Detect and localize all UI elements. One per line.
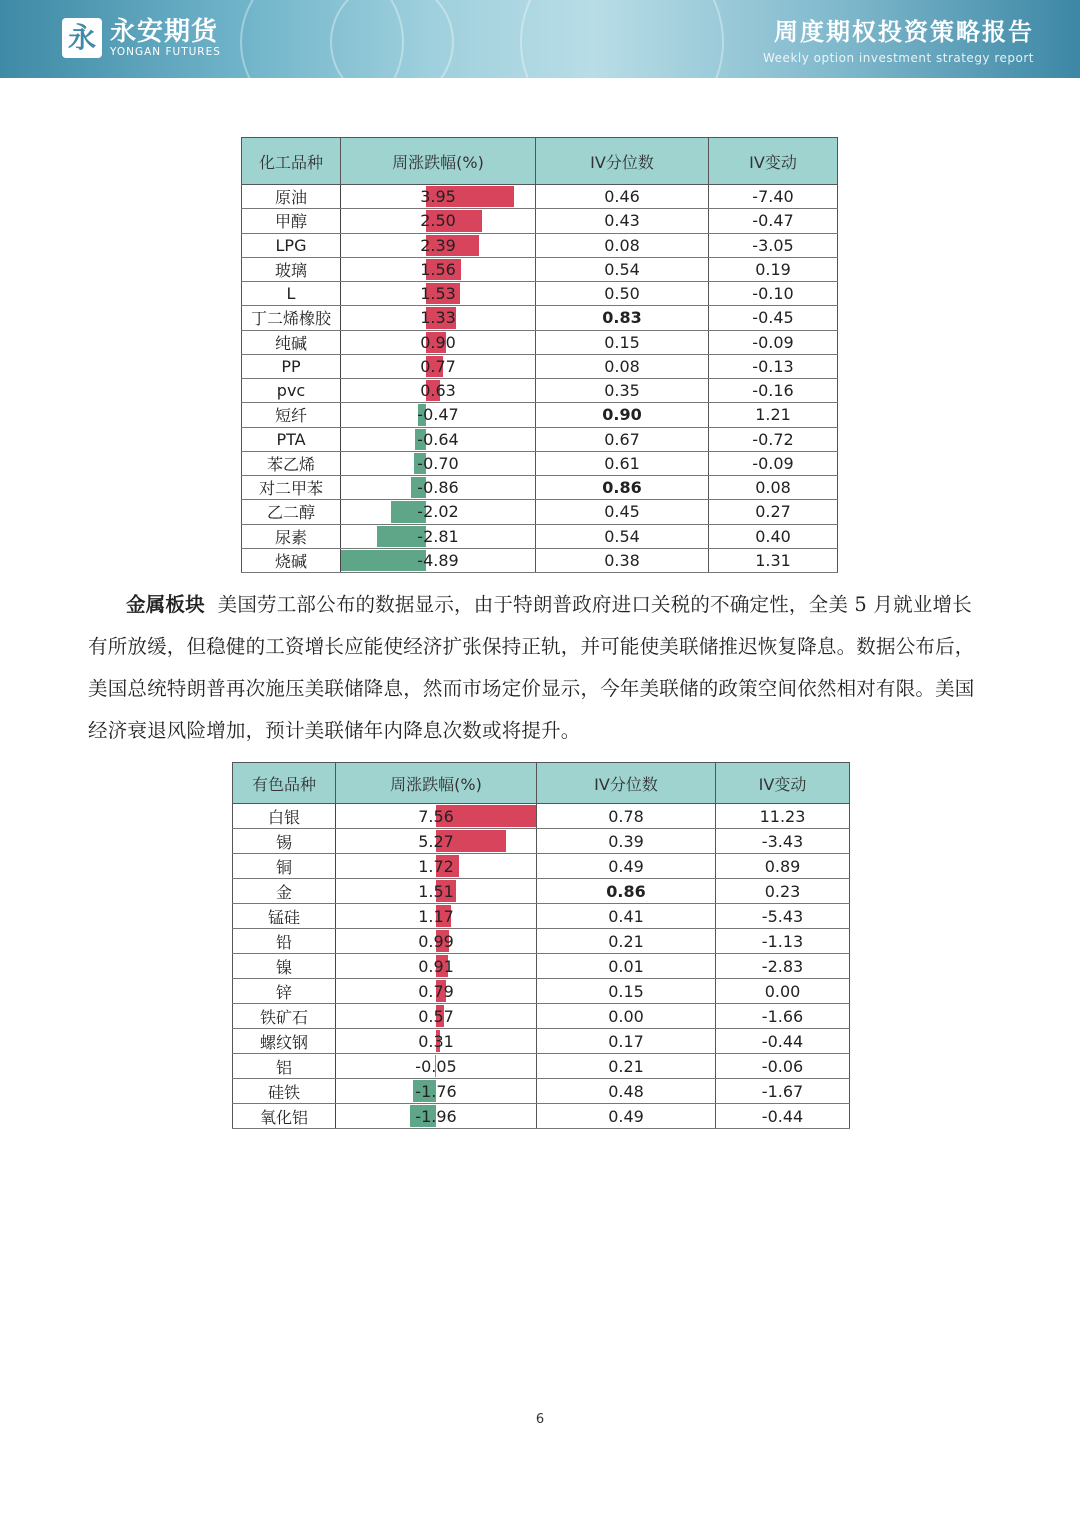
cell-variety-name: PTA (242, 427, 341, 451)
cell-iv-percentile: 0.39 (537, 829, 716, 854)
cell-variety-name: LPG (242, 233, 341, 257)
cell-iv-percentile: 0.50 (536, 282, 709, 306)
table-row (242, 403, 838, 427)
table-row (233, 1104, 850, 1129)
cell-variety-name: 丁二烯橡胶 (242, 306, 341, 330)
cell-variety-name: 铅 (233, 929, 336, 954)
cell-weekly-change (336, 904, 537, 929)
weekly-change-value: 3.95 (420, 187, 456, 207)
cell-weekly-change (341, 379, 536, 403)
table-row (242, 209, 838, 233)
cell-iv-percentile: 0.86 (536, 476, 709, 500)
cell-iv-percentile: 0.17 (537, 1029, 716, 1054)
metals-table (232, 762, 850, 1129)
cell-iv-change: 0.19 (709, 257, 838, 281)
paragraph-lead: 金属板块 (126, 593, 205, 616)
logo-name-en: YONGAN FUTURES (110, 46, 221, 58)
weekly-change-value: 0.99 (418, 931, 454, 951)
cell-weekly-change (336, 954, 537, 979)
cell-iv-percentile: 0.49 (537, 854, 716, 879)
cell-variety-name: 原油 (242, 185, 341, 209)
weekly-change-value: 0.77 (420, 356, 456, 376)
cell-iv-change: -0.47 (709, 209, 838, 233)
cell-iv-change: -0.72 (709, 427, 838, 451)
col-header-iv-percentile: IV分位数 (537, 763, 716, 804)
table-row (242, 476, 838, 500)
weekly-change-value: -0.86 (417, 478, 459, 498)
weekly-change-value: -4.89 (417, 550, 459, 570)
table-header-row (233, 763, 850, 804)
col-header-change: 周涨跌幅(%) (341, 138, 536, 185)
cell-weekly-change (341, 330, 536, 354)
cell-variety-name: 硅铁 (233, 1079, 336, 1104)
cell-iv-change: -0.09 (709, 330, 838, 354)
cell-variety-name: L (242, 282, 341, 306)
metal-sector-paragraph (88, 584, 988, 752)
cell-variety-name: 对二甲苯 (242, 476, 341, 500)
cell-weekly-change (336, 1004, 537, 1029)
cell-variety-name: 锡 (233, 829, 336, 854)
table-row (233, 979, 850, 1004)
cell-iv-change: -0.16 (709, 379, 838, 403)
table-header-row (242, 138, 838, 185)
cell-iv-percentile: 0.49 (537, 1104, 716, 1129)
cell-weekly-change (336, 1104, 537, 1129)
cell-iv-percentile: 0.15 (537, 979, 716, 1004)
cell-weekly-change (341, 476, 536, 500)
table-row (242, 306, 838, 330)
cell-iv-change: -3.05 (709, 233, 838, 257)
cell-iv-percentile: 0.21 (537, 929, 716, 954)
weekly-change-value: 5.27 (418, 831, 454, 851)
cell-weekly-change (341, 354, 536, 378)
cell-weekly-change (336, 929, 537, 954)
table-row (233, 804, 850, 829)
cell-iv-change: 0.08 (709, 476, 838, 500)
cell-iv-change: -1.13 (716, 929, 850, 954)
table-row (242, 427, 838, 451)
weekly-change-value: 0.57 (418, 1006, 454, 1026)
cell-iv-change: -1.67 (716, 1079, 850, 1104)
cell-iv-change: -0.45 (709, 306, 838, 330)
cell-iv-percentile: 0.61 (536, 451, 709, 475)
cell-weekly-change (336, 1029, 537, 1054)
table-row (233, 879, 850, 904)
cell-iv-change: -7.40 (709, 185, 838, 209)
cell-variety-name: 玻璃 (242, 257, 341, 281)
cell-iv-percentile: 0.08 (536, 233, 709, 257)
cell-iv-percentile: 0.46 (536, 185, 709, 209)
col-header-iv-change: IV变动 (716, 763, 850, 804)
cell-variety-name: PP (242, 354, 341, 378)
weekly-change-value: 2.39 (420, 235, 456, 255)
chemicals-table (241, 137, 838, 573)
cell-iv-percentile: 0.41 (537, 904, 716, 929)
report-title-cn: 周度期权投资策略报告 (774, 18, 1034, 46)
cell-weekly-change (341, 403, 536, 427)
logo-name-cn: 永安期货 (110, 17, 219, 47)
cell-iv-percentile: 0.54 (536, 524, 709, 548)
cell-variety-name: 铝 (233, 1054, 336, 1079)
cell-iv-percentile: 0.01 (537, 954, 716, 979)
table-row (233, 829, 850, 854)
cell-iv-percentile: 0.43 (536, 209, 709, 233)
cell-iv-change: 1.31 (709, 548, 838, 572)
cell-iv-percentile: 0.00 (537, 1004, 716, 1029)
cell-iv-change: -0.44 (716, 1029, 850, 1054)
cell-variety-name: 螺纹钢 (233, 1029, 336, 1054)
cell-iv-percentile: 0.35 (536, 379, 709, 403)
table-row (242, 548, 838, 572)
table-row (242, 233, 838, 257)
weekly-change-value: 0.31 (418, 1031, 454, 1051)
cell-iv-change: -0.06 (716, 1054, 850, 1079)
col-header-iv-percentile: IV分位数 (536, 138, 709, 185)
cell-variety-name: 甲醇 (242, 209, 341, 233)
cell-iv-change: -0.13 (709, 354, 838, 378)
table-row (233, 954, 850, 979)
cell-variety-name: pvc (242, 379, 341, 403)
cell-iv-change: 0.40 (709, 524, 838, 548)
cell-weekly-change (341, 451, 536, 475)
cell-iv-percentile: 0.67 (536, 427, 709, 451)
cell-weekly-change (341, 548, 536, 572)
cell-weekly-change (341, 500, 536, 524)
cell-iv-percentile: 0.15 (536, 330, 709, 354)
weekly-change-value: 1.51 (418, 881, 454, 901)
table-row (242, 282, 838, 306)
col-header-name: 化工品种 (242, 138, 341, 185)
table-row (242, 354, 838, 378)
table-row (233, 1079, 850, 1104)
cell-weekly-change (336, 1079, 537, 1104)
weekly-change-value: 7.56 (418, 806, 454, 826)
cell-iv-change: 11.23 (716, 804, 850, 829)
weekly-change-value: -0.05 (415, 1056, 457, 1076)
weekly-change-value: 0.90 (420, 332, 456, 352)
banner-decoration (330, 0, 454, 78)
cell-weekly-change (341, 209, 536, 233)
weekly-change-value: 1.53 (420, 284, 456, 304)
weekly-change-value: 1.17 (418, 906, 454, 926)
metals-table-body (233, 804, 850, 1129)
table-row (242, 330, 838, 354)
cell-iv-percentile: 0.78 (537, 804, 716, 829)
weekly-change-value: -2.02 (417, 502, 459, 522)
table-row (233, 929, 850, 954)
cell-iv-percentile: 0.90 (536, 403, 709, 427)
cell-iv-change: -0.44 (716, 1104, 850, 1129)
table-row (233, 1004, 850, 1029)
cell-iv-percentile: 0.54 (536, 257, 709, 281)
cell-variety-name: 苯乙烯 (242, 451, 341, 475)
weekly-change-value: -1.96 (415, 1106, 457, 1126)
logo-mark-icon: 永 (62, 18, 102, 58)
cell-variety-name: 尿素 (242, 524, 341, 548)
report-title (763, 12, 1034, 65)
table-row (233, 1029, 850, 1054)
cell-iv-percentile: 0.08 (536, 354, 709, 378)
chemicals-table-body (242, 185, 838, 573)
cell-variety-name: 烧碱 (242, 548, 341, 572)
cell-weekly-change (336, 979, 537, 1004)
table-row (242, 185, 838, 209)
col-header-iv-change: IV变动 (709, 138, 838, 185)
cell-iv-change: -1.66 (716, 1004, 850, 1029)
table-row (233, 1054, 850, 1079)
report-title-en: Weekly option investment strategy report (763, 51, 1034, 65)
cell-weekly-change (341, 233, 536, 257)
weekly-change-value: -1.76 (415, 1081, 457, 1101)
cell-iv-change: -0.09 (709, 451, 838, 475)
cell-variety-name: 白银 (233, 804, 336, 829)
table-row (242, 379, 838, 403)
weekly-change-value: 0.79 (418, 981, 454, 1001)
weekly-change-value: 1.33 (420, 308, 456, 328)
cell-variety-name: 锰硅 (233, 904, 336, 929)
cell-variety-name: 铜 (233, 854, 336, 879)
table-row (233, 904, 850, 929)
table-row (242, 524, 838, 548)
cell-variety-name: 纯碱 (242, 330, 341, 354)
cell-iv-change: 1.21 (709, 403, 838, 427)
weekly-change-value: -0.64 (417, 429, 459, 449)
cell-variety-name: 金 (233, 879, 336, 904)
cell-iv-change: -2.83 (716, 954, 850, 979)
weekly-change-value: -2.81 (417, 526, 459, 546)
table-row (242, 500, 838, 524)
cell-weekly-change (336, 879, 537, 904)
table-row (233, 854, 850, 879)
cell-iv-percentile: 0.45 (536, 500, 709, 524)
table-row (242, 257, 838, 281)
cell-weekly-change (336, 854, 537, 879)
cell-variety-name: 锌 (233, 979, 336, 1004)
cell-iv-change: -0.10 (709, 282, 838, 306)
weekly-change-value: 1.72 (418, 856, 454, 876)
cell-iv-change: -5.43 (716, 904, 850, 929)
weekly-change-value: 0.91 (418, 956, 454, 976)
banner-decoration (520, 0, 724, 78)
cell-iv-percentile: 0.86 (537, 879, 716, 904)
cell-weekly-change (341, 185, 536, 209)
cell-iv-percentile: 0.48 (537, 1079, 716, 1104)
cell-weekly-change (341, 524, 536, 548)
cell-iv-percentile: 0.83 (536, 306, 709, 330)
header-banner (0, 0, 1080, 78)
cell-variety-name: 短纤 (242, 403, 341, 427)
cell-iv-change: 0.27 (709, 500, 838, 524)
negative-change-bar (341, 550, 426, 571)
col-header-name: 有色品种 (233, 763, 336, 804)
cell-variety-name: 乙二醇 (242, 500, 341, 524)
cell-iv-change: -3.43 (716, 829, 850, 854)
cell-iv-percentile: 0.21 (537, 1054, 716, 1079)
page-number: 6 (535, 1412, 545, 1427)
cell-iv-change: 0.00 (716, 979, 850, 1004)
cell-variety-name: 铁矿石 (233, 1004, 336, 1029)
table-row (242, 451, 838, 475)
cell-weekly-change (341, 257, 536, 281)
weekly-change-value: 1.56 (420, 259, 456, 279)
cell-iv-change: 0.23 (716, 879, 850, 904)
cell-weekly-change (341, 306, 536, 330)
cell-weekly-change (336, 804, 537, 829)
weekly-change-value: -0.47 (417, 405, 459, 425)
cell-weekly-change (336, 1054, 537, 1079)
weekly-change-value: -0.70 (417, 453, 459, 473)
cell-weekly-change (341, 427, 536, 451)
cell-variety-name: 氧化铝 (233, 1104, 336, 1129)
cell-iv-change: 0.89 (716, 854, 850, 879)
cell-iv-percentile: 0.38 (536, 548, 709, 572)
cell-weekly-change (341, 282, 536, 306)
paragraph-text: 美国劳工部公布的数据显示，由于特朗普政府进口关税的不确定性，全美 5 月就业增长有所放缓，但稳健的工资增长应能使经济扩张保持正轨，并可能使美联储推迟恢复降息。数据公布后，美国总统特朗普再次施压美联储降息，然而市场定价显示，今年美联储的政策空间依然相对有限。美国经济衰退风险增加，预计美联储年内降息次数或将提升。 (88, 593, 975, 742)
col-header-change: 周涨跌幅(%) (336, 763, 537, 804)
cell-variety-name: 镍 (233, 954, 336, 979)
weekly-change-value: 0.63 (420, 381, 456, 401)
company-logo (62, 18, 221, 58)
cell-weekly-change (336, 829, 537, 854)
weekly-change-value: 2.50 (420, 211, 456, 231)
